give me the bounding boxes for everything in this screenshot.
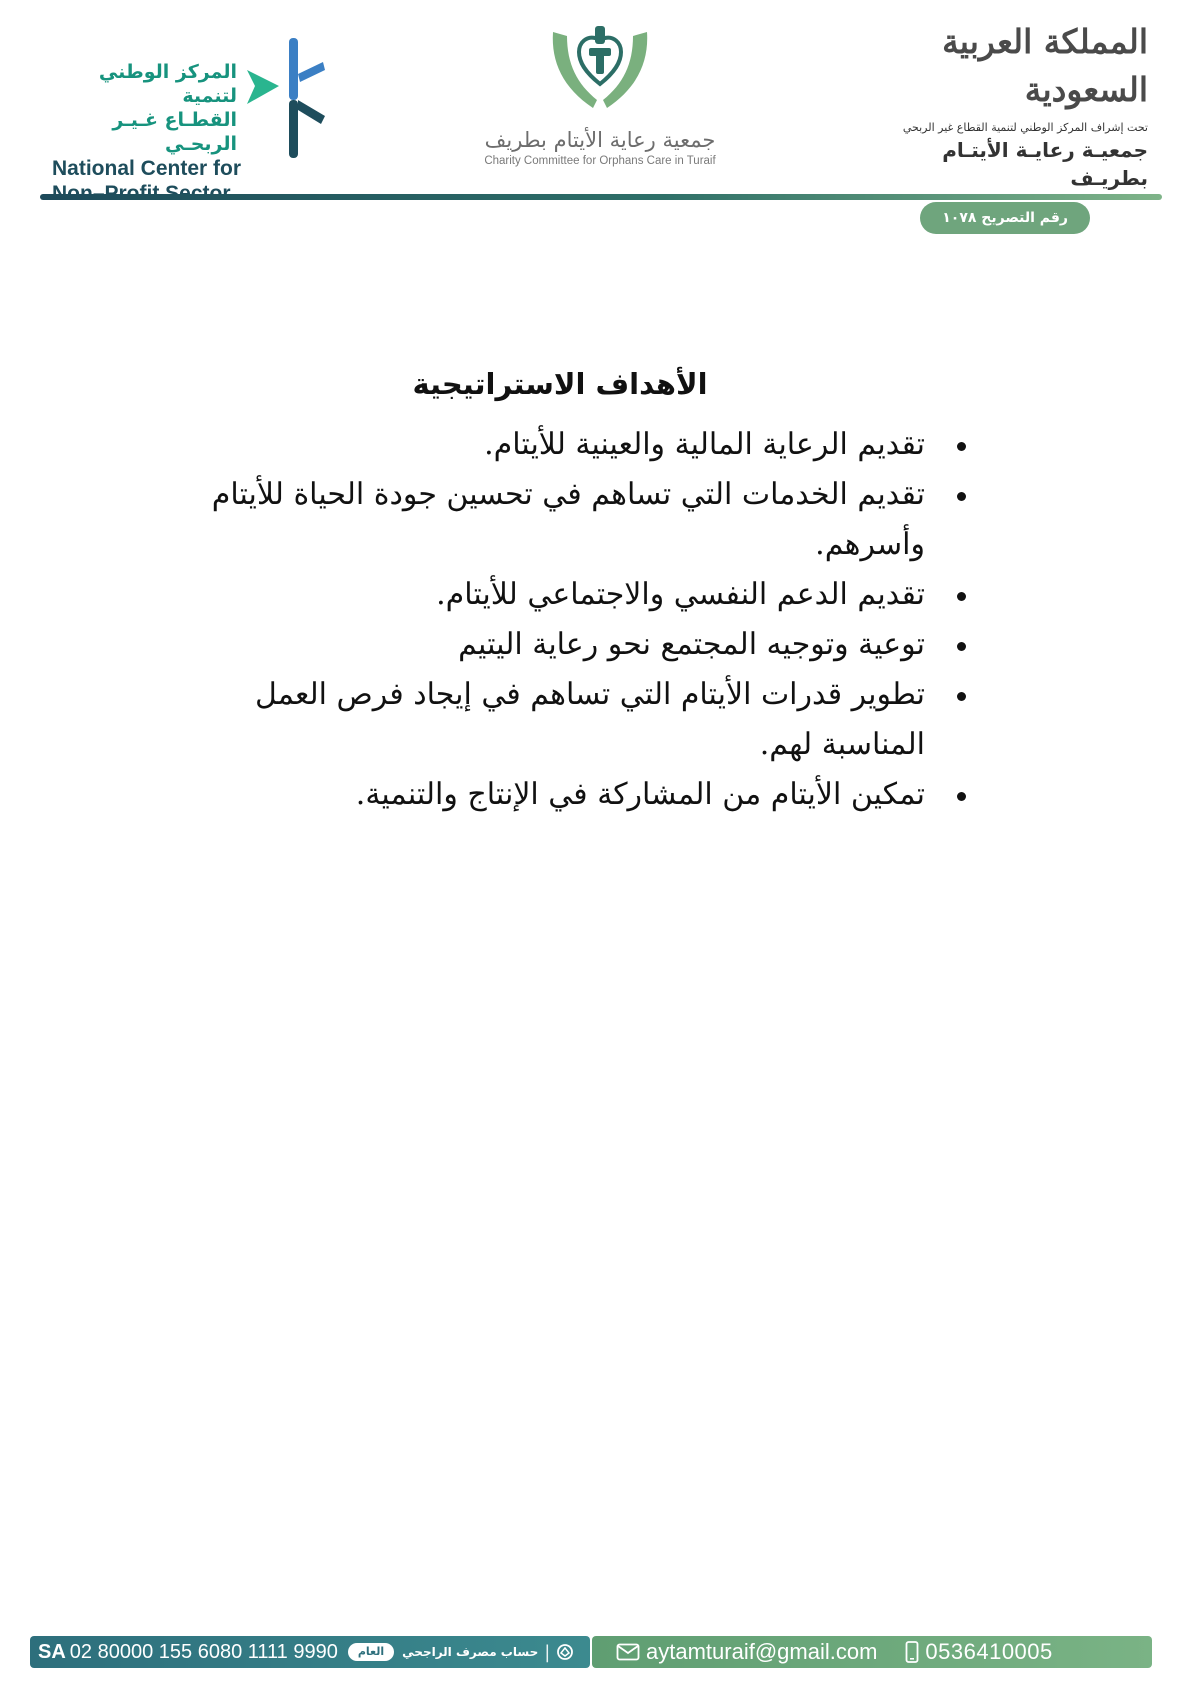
- goal-item: توعية وتوجيه المجتمع نحو رعاية اليتيم: [150, 620, 970, 670]
- phone-icon: [905, 1641, 919, 1663]
- iban-prefix: SA: [38, 1640, 66, 1663]
- ncnp-arabic-line2: القطـاع غـيـر الربحـي: [112, 109, 237, 155]
- strategic-goals-list: [150, 420, 970, 820]
- goal-item: تقديم الدعم النفسي والاجتماعي للأيتام.: [150, 570, 970, 620]
- kingdom-subtitle: تحت إشراف المركز الوطني لتنمية القطاع غير الربحي: [902, 121, 1148, 134]
- bank-label: حساب مصرف الراجحي: [402, 1645, 539, 1659]
- goal-item: تمكين الأيتام من المشاركة في الإنتاج والتنمية.: [150, 770, 970, 820]
- document-body: [150, 360, 970, 820]
- ncnp-arabic-line1: المركز الوطني لتنمية: [98, 61, 237, 107]
- mail-icon: [616, 1643, 640, 1661]
- goal-item: تطوير قدرات الأيتام التي تساهم في إيجاد فرص العمل المناسبة لهم.: [150, 670, 970, 770]
- association-name: جمعيـة رعايـة الأيتـام بطريـف: [942, 138, 1148, 190]
- hands-heart-icon: [545, 22, 655, 122]
- charity-english-name: Charity Committee for Orphans Care in Turaif: [484, 155, 716, 167]
- ncnp-english-line1: National Center for: [52, 157, 242, 180]
- goal-item: تقديم الخدمات التي تساهم في تحسين جودة الحياة للأيتام وأسرهم.: [150, 470, 970, 570]
- ncnp-logo-block: [52, 34, 352, 180]
- footer-bar: [30, 1636, 1152, 1668]
- letterhead: [0, 0, 1200, 226]
- kingdom-block: [858, 18, 1148, 226]
- contact-strip: [592, 1636, 1152, 1668]
- phone-number[interactable]: 0536410005: [925, 1639, 1053, 1664]
- charity-arabic-name: جمعية رعاية الأيتام بطريف: [484, 128, 716, 152]
- kingdom-title: المملكة العربية السعودية: [942, 22, 1148, 109]
- license-badge: رقم التصريح ١٠٧٨: [920, 202, 1090, 234]
- goal-item: تقديم الرعاية المالية والعينية للأيتام.: [150, 420, 970, 470]
- bank-separator: |: [544, 1641, 551, 1663]
- document-title: الأهداف الاستراتيجية: [412, 367, 708, 401]
- bank-icon: [556, 1643, 574, 1661]
- charity-logo-block: [470, 22, 730, 182]
- email-address[interactable]: aytamturaif@gmail.com: [646, 1639, 878, 1664]
- ncnp-arrows-icon: [245, 34, 345, 164]
- bank-account-strip: [30, 1636, 590, 1668]
- account-type-pill: العام: [348, 1643, 394, 1661]
- ncnp-logo-text: [52, 60, 242, 206]
- iban-number: 02 80000 155 6080 1111 9990: [69, 1640, 338, 1663]
- header-divider: [40, 194, 1162, 200]
